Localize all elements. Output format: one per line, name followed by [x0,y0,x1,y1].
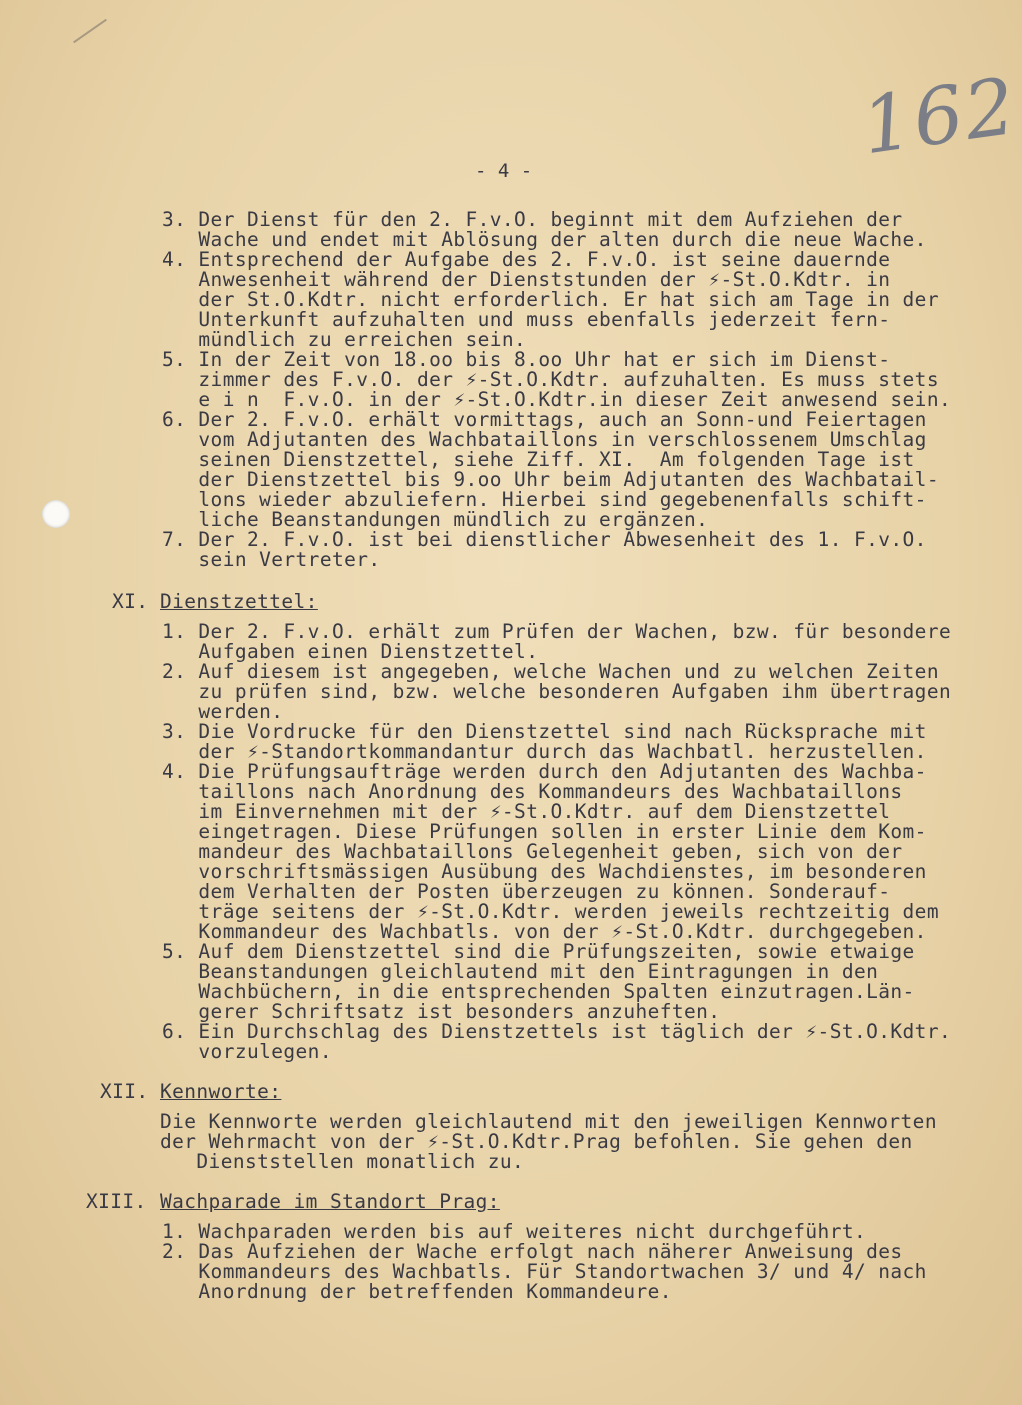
text-line: Anordnung der betreffenden Kommandeure. [162,1280,672,1303]
text-line: 2. Das Aufziehen der Wache erfolgt nach näherer Anweisung des [162,1240,903,1263]
text-line: Beanstandungen gleichlautend mit den Eintragungen in den [162,960,879,983]
section-heading: Wachparade im Standort Prag: [160,1190,500,1213]
text-line: Wachbüchern, in die entsprechenden Spalten einzutragen.Län- [162,980,915,1003]
text-line: Kommandeurs des Wachbatls. Für Standortwachen 3/ und 4/ nach [162,1260,927,1283]
section-heading: Kennworte: [160,1080,282,1103]
text-line: taillons nach Anordnung des Kommandeurs des Wachbataillons [162,780,903,803]
text-line: dem Verhalten der Posten überzeugen zu können. Sonderauf- [162,880,891,903]
text-line: lons wieder abzuliefern. Hierbei sind gegebenenfalls schift- [162,488,927,511]
text-line: 5. In der Zeit von 18.oo bis 8.oo Uhr hat er sich im Dienst- [162,348,891,371]
text-line: der ⚡-Standortkommandantur durch das Wachbatl. herzustellen. [162,740,927,763]
text-line: 4. Die Prüfungsaufträge werden durch den Adjutanten des Wachba- [162,760,927,783]
text-line: 1. Wachparaden werden bis auf weiteres nicht durchgeführt. [162,1220,867,1243]
text-line: sein Vertreter. [162,548,381,571]
text-line: e i n F.v.O. in der ⚡-St.O.Kdtr.in dieser Zeit anwesend sein. [162,388,952,411]
paper-crease [73,19,107,44]
text-line: Die Kennworte werden gleichlautend mit den jeweiligen Kennworten [160,1110,937,1133]
text-line: gerer Schriftsatz ist besonders anzuheften. [162,1000,721,1023]
text-line: 6. Ein Durchschlag des Dienstzettels ist täglich der ⚡-St.O.Kdtr. [162,1020,952,1043]
text-line: werden. [162,700,284,723]
text-line: vorzulegen. [162,1040,332,1063]
text-line: vorschriftsmässigen Ausübung des Wachdienstes, im besonderen [162,860,927,883]
text-line: Wache und endet mit Ablösung der alten durch die neue Wache. [162,228,927,251]
text-line: 2. Auf diesem ist angegeben, welche Wachen und zu welchen Zeiten [162,660,939,683]
text-line: liche Beanstandungen mündlich zu ergänzen. [162,508,709,531]
text-line: träge seitens der ⚡-St.O.Kdtr. werden jeweils rechtzeitig dem [162,900,939,923]
text-line: Aufgaben einen Dienstzettel. [162,640,539,663]
text-line: der St.O.Kdtr. nicht erforderlich. Er hat sich am Tage in der [162,288,939,311]
text-line: 6. Der 2. F.v.O. erhält vormittags, auch an Sonn-und Feiertagen [162,408,927,431]
text-line: Anwesenheit während der Dienststunden der ⚡-St.O.Kdtr. in [162,268,891,291]
punch-hole [42,500,70,528]
text-line: XII. [100,1080,161,1103]
text-line: XI. [112,590,161,613]
text-line: Kommandeur des Wachbatls. von der ⚡-St.O.Kdtr. durchgegeben. [162,920,927,943]
text-line: zimmer des F.v.O. der ⚡-St.O.Kdtr. aufzuhalten. Es muss stets [162,368,939,391]
text-line: mündlich zu erreichen sein. [162,328,527,351]
text-line: der Dienstzettel bis 9.oo Uhr beim Adjutanten des Wachbatail- [162,468,939,491]
text-line: 3. Der Dienst für den 2. F.v.O. beginnt mit dem Aufziehen der [162,208,903,231]
text-line: der Wehrmacht von der ⚡-St.O.Kdtr.Prag befohlen. Sie gehen den [160,1130,913,1153]
text-line: Unterkunft aufzuhalten und muss ebenfalls jederzeit fern- [162,308,891,331]
text-line: XIII. [86,1190,159,1213]
text-line: im Einvernehmen mit der ⚡-St.O.Kdtr. auf dem Dienstzettel [162,800,891,823]
text-line: vom Adjutanten des Wachbataillons in verschlossenem Umschlag [162,428,927,451]
text-line: 4. Entsprechend der Aufgabe des 2. F.v.O. ist seine dauernde [162,248,891,271]
text-line: 5. Auf dem Dienstzettel sind die Prüfungszeiten, sowie etwaige [162,940,915,963]
handwritten-page-number: 162 [856,61,1022,173]
text-line: Dienststellen monatlich zu. [160,1150,525,1173]
section-heading: Dienstzettel: [160,590,318,613]
text-line: eingetragen. Diese Prüfungen sollen in erster Linie dem Kom- [162,820,927,843]
text-line: 1. Der 2. F.v.O. erhält zum Prüfen der Wachen, bzw. für besondere [162,620,952,643]
text-line: mandeur des Wachbataillons Gelegenheit geben, sich von der [162,840,903,863]
text-line: 3. Die Vordrucke für den Dienstzettel sind nach Rücksprache mit [162,720,927,743]
text-line: seinen Dienstzettel, siehe Ziff. XI. Am folgenden Tage ist [162,448,915,471]
page-number: - 4 - [475,160,533,182]
text-line: 7. Der 2. F.v.O. ist bei dienstlicher Abwesenheit des 1. F.v.O. [162,528,927,551]
text-line: zu prüfen sind, bzw. welche besonderen Aufgaben ihm übertragen [162,680,952,703]
